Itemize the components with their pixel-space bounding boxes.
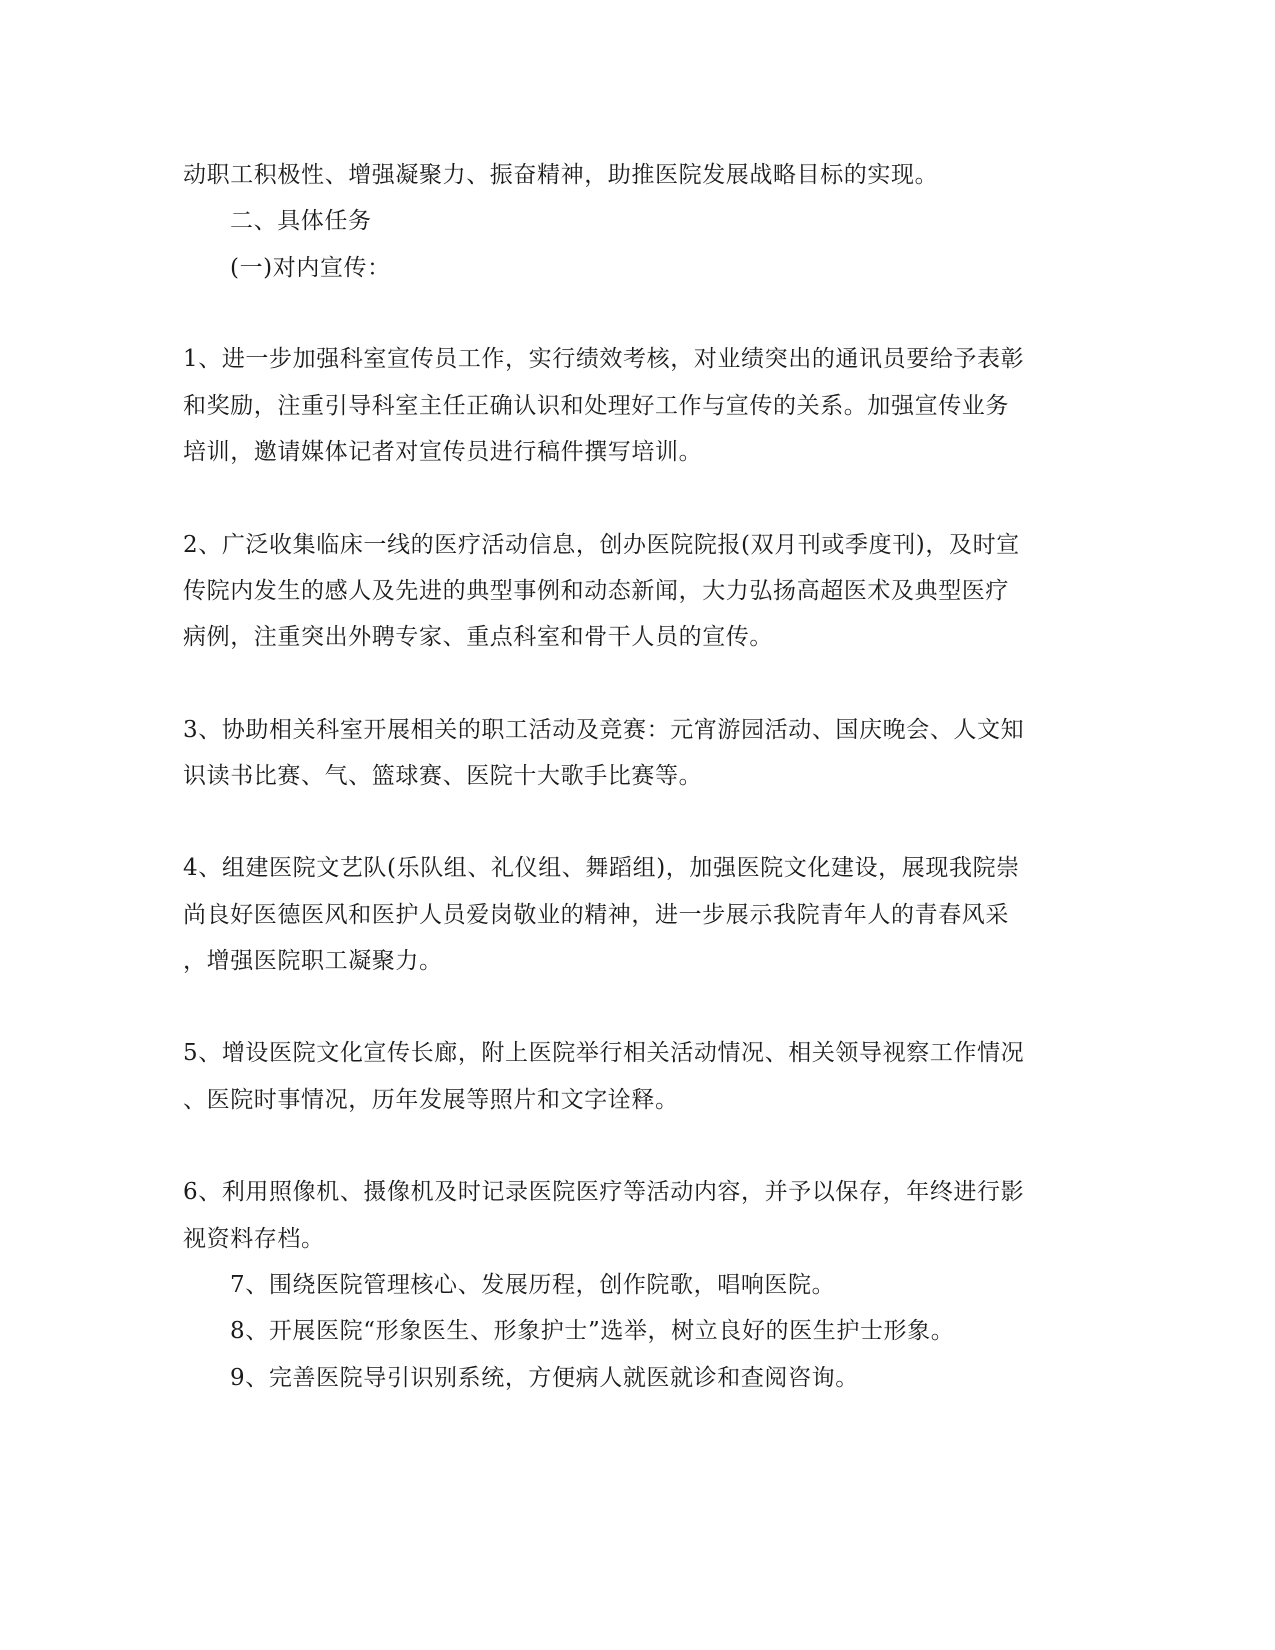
list-item-2-line-2: 传院内发生的感人及先进的典型事例和动态新闻，大力弘扬高超医术及典型医疗	[183, 578, 1009, 604]
list-item-8: 8、开展医院“形象医生、形象护士”选举，树立良好的医生护士形象。	[230, 1318, 955, 1344]
list-item-7: 7、围绕医院管理核心、发展历程，创作院歌，唱响医院。	[230, 1272, 836, 1298]
list-item-2-line-3: 病例，注重突出外聘专家、重点科室和骨干人员的宣传。	[183, 624, 773, 650]
list-item-1-line-2: 和奖励，注重引导科室主任正确认识和处理好工作与宣传的关系。加强宣传业务	[183, 393, 1009, 419]
list-item-3-line-1: 3、协助相关科室开展相关的职工活动及竞赛：元宵游园活动、国庆晚会、人文知	[183, 717, 1025, 743]
list-item-1-line-3: 培训，邀请媒体记者对宣传员进行稿件撰写培训。	[183, 439, 703, 465]
list-item-4-line-1: 4、组建医院文艺队(乐队组、礼仪组、舞蹈组)，加强医院文化建设，展现我院崇	[183, 855, 1020, 881]
list-item-3-line-2: 识读书比赛、气、篮球赛、医院十大歌手比赛等。	[183, 763, 703, 789]
list-item-1-line-1: 1、进一步加强科室宣传员工作，实行绩效考核，对业绩突出的通讯员要给予表彰	[183, 346, 1025, 372]
list-item-5-line-2: 、医院时事情况，历年发展等照片和文字诠释。	[183, 1087, 679, 1113]
list-item-6-line-2: 视资料存档。	[183, 1226, 325, 1252]
section-heading: 二、具体任务	[230, 208, 372, 234]
list-item-5-line-1: 5、增设医院文化宣传长廊，附上医院举行相关活动情况、相关领导视察工作情况	[183, 1040, 1025, 1066]
list-item-9: 9、完善医院导引识别系统，方便病人就医就诊和查阅咨询。	[230, 1365, 859, 1391]
list-item-2-line-1: 2、广泛收集临床一线的医疗活动信息，创办医院院报(双月刊或季度刊)，及时宣	[183, 532, 1020, 558]
paragraph-line: 动职工积极性、增强凝聚力、振奋精神，助推医院发展战略目标的实现。	[183, 162, 939, 188]
subsection-heading: (一)对内宣传：	[230, 255, 391, 281]
list-item-6-line-1: 6、利用照像机、摄像机及时记录医院医疗等活动内容，并予以保存，年终进行影	[183, 1179, 1025, 1205]
list-item-4-line-3: ，增强医院职工凝聚力。	[183, 948, 443, 974]
list-item-4-line-2: 尚良好医德医风和医护人员爱岗敬业的精神，进一步展示我院青年人的青春风采	[183, 902, 1009, 928]
